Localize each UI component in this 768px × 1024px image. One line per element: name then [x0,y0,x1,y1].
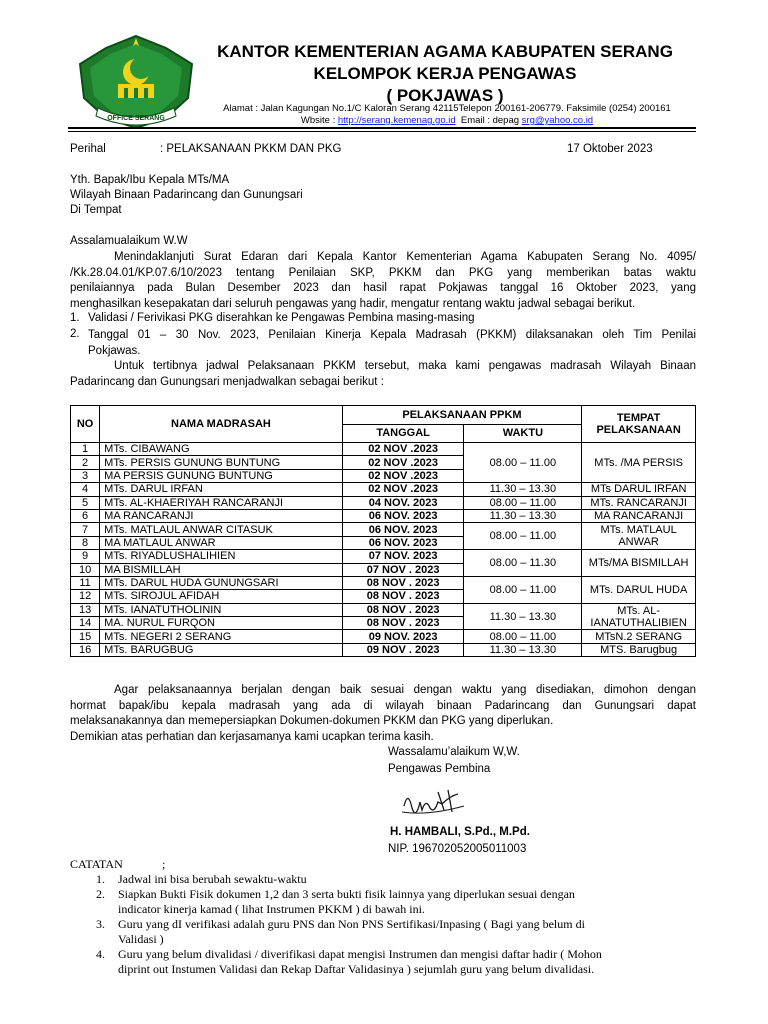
signer-name: H. HAMBALI, S.Pd., M.Pd. [390,826,530,838]
row-no: 12 [71,590,100,603]
row-date: 04 NOV. 2023 [342,496,464,509]
row-name: MA. NURUL FURQON [100,617,343,630]
signature-image [398,780,470,826]
row-date: 07 NOV . 2023 [342,563,464,576]
row-name: MTs. DARUL HUDA GUNUNGSARI [100,576,343,589]
row-name: MTs. DARUL IRFAN [100,483,343,496]
col-header-tempat: TEMPAT PELAKSANAAN [582,406,696,443]
col-header-name: NAMA MADRASAH [100,406,343,443]
note-number: 3. [96,917,105,931]
row-name: MTs. AL-KHAERIYAH RANCARANJI [100,496,343,509]
perihal-value: : PELAKSANAAN PKKM DAN PKG [160,143,342,155]
letter-date: 17 Oktober 2023 [567,143,653,155]
row-name: MTs. MATLAUL ANWAR CITASUK [100,523,343,536]
point-text [88,328,696,359]
row-date: 02 NOV .2023 [342,456,464,469]
row-tempat: MTs DARUL IRFAN [582,483,696,496]
table-row [71,509,696,522]
website-label: Wbsite : [300,115,336,126]
point-number: 1. [70,312,80,324]
table-row [71,630,696,643]
paragraph-line: menghasilkan kesepakatan dari seluruh pengawas yang hadir, mengatur rentang waktu jadwal sebagai berikut. [70,297,636,310]
table-row [71,550,696,563]
contact-line [200,115,694,126]
row-name: MTs. PERSIS GUNUNG BUNTUNG [100,456,343,469]
row-waktu: 08.00 – 11.00 [464,496,582,509]
row-no: 10 [71,563,100,576]
schedule-table [70,405,696,657]
row-no: 11 [71,576,100,589]
note-text: Siapkan Bukti Fisik dokumen 1,2 dan 3 serta bukti fisik lainnya yang diperlukan sesuai dengan [118,887,575,901]
row-date: 08 NOV . 2023 [342,617,464,630]
table-row [71,443,696,456]
paragraph-line: Menindaklanjuti Surat Edaran dari Kepala Kantor Kementerian Agama Kabupaten Serang No. 4095/ [114,251,696,263]
paragraph-line: Pokjawas. [88,344,141,357]
header-rule [68,127,696,129]
paragraph-line: penilaiannya pada Bulan Desember 2023 dan hasil rapat Pokjawas tanggal 16 Oktober 2023, yang [70,282,696,294]
row-no: 3 [71,469,100,482]
row-no: 15 [71,630,100,643]
row-no: 1 [71,443,100,456]
perihal-label: Perihal [70,143,106,155]
row-tempat: MTs. AL-IANATUTHALIBIEN [582,603,696,630]
row-no: 2 [71,456,100,469]
note-text: indicator kinerja kamad ( lihat Instrumen PKKM ) di bawah ini. [118,902,425,916]
row-no: 16 [71,643,100,656]
row-waktu: 11.30 – 13.30 [464,643,582,656]
recipient-line: Yth. Bapak/Ibu Kepala MTs/MA [70,174,230,186]
catatan-title: CATATAN [70,857,123,871]
row-tempat: MTs. DARUL HUDA [582,576,696,603]
note-text: Guru yang belum divalidasi / diverifikasi dapat mengisi Instrumen dan mengisi daftar hadir ( Mohon [118,947,602,961]
group-abbr: ( POKJAWAS ) [386,86,504,105]
row-name: MTs. NEGERI 2 SERANG [100,630,343,643]
recipient-line: Di Tempat [70,204,122,216]
row-name: MA RANCARANJI [100,509,343,522]
intro-paragraph [70,250,696,312]
paragraph-line: Padarincang dan Gunungsari menjadwalkan sebagai berikut : [70,375,384,388]
row-no: 6 [71,509,100,522]
note-number: 1. [96,872,105,886]
paragraph-line: Tanggal 01 – 30 Nov. 2023, Penilaian Kinerja Kepala Madrasah (PKKM) dilaksanakan oleh Tim Penilai [88,329,696,341]
row-name: MTs. RIYADLUSHALIHIEN [100,550,343,563]
row-no: 5 [71,496,100,509]
signer-role: Pengawas Pembina [388,763,491,775]
address-line: Alamat : Jalan Kagungan No.1/C Kaloran Serang 42115Telepon 200161-206779. Faksimile (0254) 200161 [223,103,671,114]
group-title: KELOMPOK KERJA PENGAWAS [313,64,577,83]
table-row [71,523,696,536]
catatan-colon: ; [162,857,166,871]
row-waktu: 08.00 – 11.00 [464,443,582,483]
signer-nip: NIP. 196702052005011003 [388,843,527,855]
point-number: 2. [70,328,80,340]
table-row [71,483,696,496]
note-text: Guru yang dI verifikasi adalah guru PNS dan Non PNS Sertifikasi/Inpasing ( Bagi yang belum di [118,917,585,931]
col-header-no: NO [71,406,100,443]
row-name: MTs. SIROJUL AFIDAH [100,590,343,603]
row-tempat: MA RANCARANJI [582,509,696,522]
recipient-line: Wilayah Binaan Padarincang dan Gunungsari [70,189,303,201]
table-row [71,643,696,656]
row-date: 08 NOV . 2023 [342,576,464,589]
point-text: Validasi / Ferivikasi PKG diserahkan ke Pengawas Pembina masing-masing [88,312,475,324]
paragraph-line: /Kk.28.04.01/KP.07.6/10/2023 tentang Penilaian SKP, PKKM dan PKG yang memberikan batas waktu [70,266,696,279]
schedule-intro [70,359,696,390]
row-waktu: 08.00 – 11.30 [464,550,582,577]
office-title: KANTOR KEMENTERIAN AGAMA KABUPATEN SERANG [217,42,673,61]
row-date: 06 NOV. 2023 [342,536,464,549]
row-name: MA PERSIS GUNUNG BUNTUNG [100,469,343,482]
note-number: 2. [96,887,105,901]
paragraph-line: melaksanakannya dan memepersiapkan Dokumen-dokumen PKKM dan PKG yang diperlukan. [70,715,554,727]
row-tempat: MTsN.2 SERANG [582,630,696,643]
row-no: 9 [71,550,100,563]
table-row [71,576,696,589]
row-no: 8 [71,536,100,549]
table-row [71,496,696,509]
note-text: diprint out Instumen Validasi dan Rekap Daftar Validasinya ) sejumlah guru yang belum divalidasi. [118,962,595,976]
paragraph-line: Untuk tertibnya jadwal Pelaksanaan PKKM tersebut, maka kami pengawas madrasah Wilayah Binaan [114,360,696,372]
row-no: 7 [71,523,100,536]
note-number: 4. [96,947,105,961]
row-date: 02 NOV .2023 [342,469,464,482]
table-header-row [71,406,696,425]
row-tempat: MTs/MA BISMILLAH [582,550,696,577]
kemenag-logo [70,34,202,134]
note-text: Jadwal ini bisa berubah sewaktu-waktu [118,872,307,886]
row-waktu: 11.30 – 13.30 [464,483,582,496]
row-date: 02 NOV .2023 [342,443,464,456]
col-header-pelaksanaan: PELAKSANAAN PPKM [342,406,582,425]
header-rule-thin [68,131,696,132]
row-date: 07 NOV. 2023 [342,550,464,563]
row-tempat: MTs. /MA PERSIS [582,443,696,483]
col-header-waktu: WAKTU [464,424,582,443]
website-link[interactable]: http://serang.kemenag.go.id [337,115,456,126]
row-waktu: 08.00 – 11.00 [464,630,582,643]
row-tempat: MTS. Barugbug [582,643,696,656]
row-tempat: MTs. MATLAUL ANWAR [582,523,696,550]
row-date: 09 NOV. 2023 [342,630,464,643]
row-date: 08 NOV . 2023 [342,603,464,616]
email-link[interactable]: srg@yahoo.co.id [521,115,594,126]
row-name: MTs. IANATUTHOLININ [100,603,343,616]
paragraph-line: Agar pelaksanaannya berjalan dengan baik sesuai dengan waktu yang disediakan, dimohon dengan [114,684,696,696]
paragraph-line: Demikian atas perhatian dan kerjasamanya kami ucapkan terima kasih. [70,730,434,743]
row-waktu: 08.00 – 11.00 [464,576,582,603]
row-name: MA MATLAUL ANWAR [100,536,343,549]
email-label: Email : depag [460,115,520,126]
row-date: 09 NOV . 2023 [342,643,464,656]
row-no: 13 [71,603,100,616]
greeting: Assalamualaikum W.W [70,235,188,247]
col-header-tanggal: TANGGAL [342,424,464,443]
row-date: 06 NOV. 2023 [342,509,464,522]
paragraph-line: hormat bapak/ibu kepala madrasah yang ada di wilayah binaan Padarincang dan Gunungsari dapat [70,699,696,712]
row-tempat: MTs. RANCARANJI [582,496,696,509]
row-name: MA BISMILLAH [100,563,343,576]
row-waktu: 11.30 – 13.30 [464,603,582,630]
row-waktu: 08.00 – 11.00 [464,523,582,550]
row-waktu: 11.30 – 13.30 [464,509,582,522]
row-date: 08 NOV . 2023 [342,590,464,603]
closing-paragraph [70,683,696,745]
row-name: MTs. BARUGBUG [100,643,343,656]
row-no: 14 [71,617,100,630]
closing-salam: Wassalamu’alaikum W,W. [388,746,520,758]
logo-text: OFFICE SERANG [107,115,165,122]
row-no: 4 [71,483,100,496]
table-row [71,603,696,616]
note-text: Validasi ) [118,932,164,946]
row-date: 06 NOV. 2023 [342,523,464,536]
row-date: 02 NOV .2023 [342,483,464,496]
row-name: MTs. CIBAWANG [100,443,343,456]
